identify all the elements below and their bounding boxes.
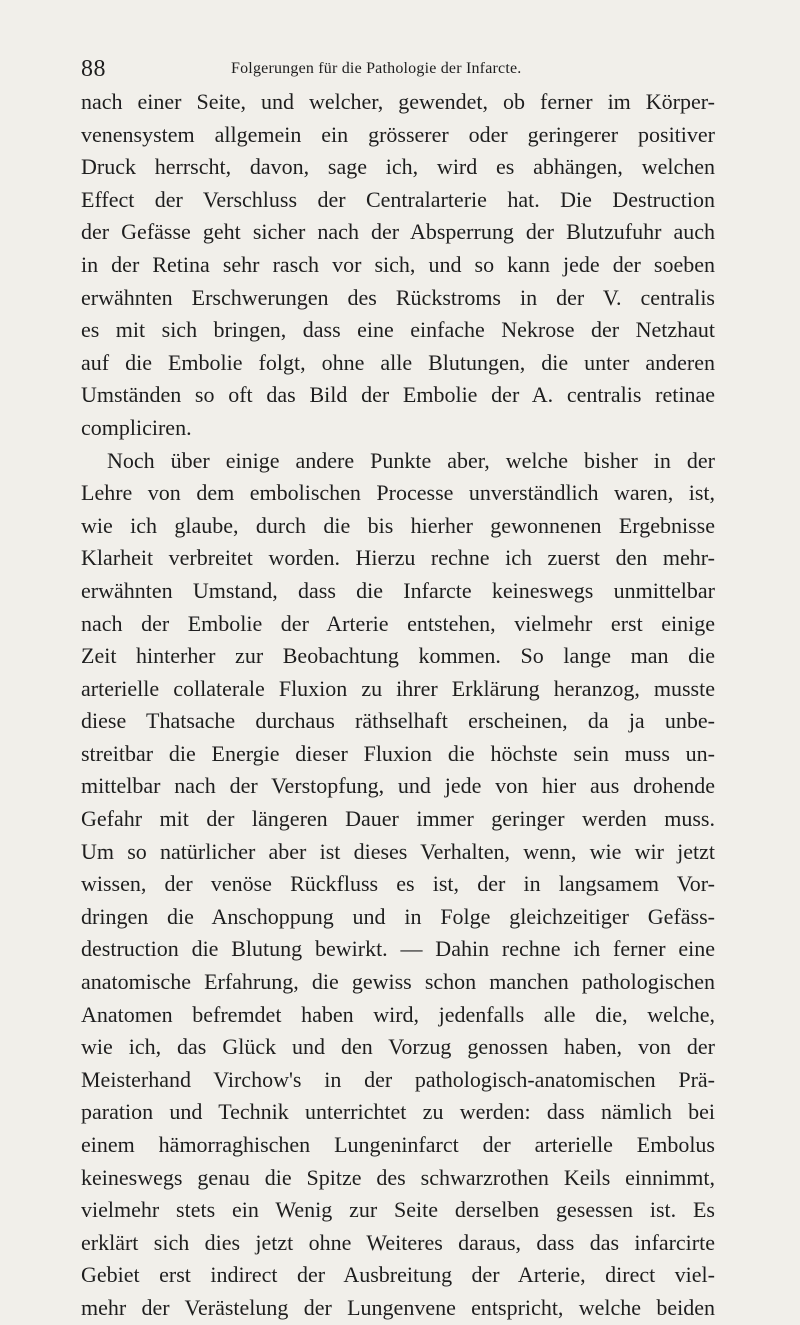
text-line: Klarheit verbreitet worden. Hierzu rechne ich zuerst den mehr- [81,545,715,571]
text-line: Umständen so oft das Bild der Embolie der A. centralis retinae [81,382,715,408]
text-line: wie ich glaube, durch die bis hierher gewonnenen Ergebnisse [81,512,715,538]
text-line: venensystem allgemein ein grösserer oder geringerer positiver [81,121,715,147]
text-line: streitbar die Energie dieser Fluxion die höchste sein muss un- [81,740,715,766]
text-line: Druck herrscht, davon, sage ich, wird es abhängen, welchen [81,154,715,180]
text-line: Gebiet erst indirect der Ausbreitung der Arterie, direct viel- [81,1262,715,1288]
text-line: vielmehr stets ein Wenig zur Seite derselben gesessen ist. Es [81,1197,715,1223]
text-line: in der Retina sehr rasch vor sich, und so kann jede der soeben [81,251,715,277]
text-line: erklärt sich dies jetzt ohne Weiteres daraus, dass das infarcirte [81,1229,715,1255]
text-line: erwähnten Erschwerungen des Rückstroms in der V. centralis [81,284,715,310]
text-line: Um so natürlicher aber ist dieses Verhalten, wenn, wie wir jetzt [81,838,715,864]
text-line: auf die Embolie folgt, ohne alle Blutungen, die unter anderen [81,349,715,375]
text-line: erwähnten Umstand, dass die Infarcte keineswegs unmittelbar [81,577,715,603]
text-line: Gefahr mit der längeren Dauer immer geringer werden muss. [81,806,715,832]
page-number: 88 [81,56,106,82]
text-line: der Gefässe geht sicher nach der Absperrung der Blutzufuhr auch [81,219,715,245]
text-line: nach einer Seite, und welcher, gewendet, ob ferner im Körper- [81,89,715,114]
text-line: es mit sich bringen, dass eine einfache Nekrose der Netzhaut [81,317,715,343]
page-header [81,54,715,84]
text-line: arterielle collaterale Fluxion zu ihrer Erklärung heranzog, musste [81,675,715,701]
text-line: Noch über einige andere Punkte aber, welche bisher in der [107,447,715,473]
text-line: dringen die Anschoppung und in Folge gleichzeitiger Gefäss- [81,903,715,929]
text-line: destruction die Blutung bewirkt. — Dahin rechne ich ferner eine [81,936,715,962]
text-line: keineswegs genau die Spitze des schwarzrothen Keils einnimmt, [81,1164,715,1190]
text-line: Lehre von dem embolischen Processe unverständlich waren, ist, [81,480,715,506]
text-line: Meisterhand Virchow's in der pathologisch-anatomischen Prä- [81,1066,715,1092]
text-line: Anatomen befremdet haben wird, jedenfalls alle die, welche, [81,1001,715,1027]
text-line: mehr der Verästelung der Lungenvene entspricht, welche beiden [81,1294,715,1320]
running-title: Folgerungen für die Pathologie der Infarcte. [231,60,522,77]
text-line: Effect der Verschluss der Centralarterie hat. Die Destruction [81,186,715,212]
text-line: Zeit hinterher zur Beobachtung kommen. So lange man die [81,643,715,669]
text-line: paration und Technik unterrichtet zu werden: dass nämlich bei [81,1099,715,1125]
body-text [81,86,715,1325]
text-line: compliciren. [81,414,192,440]
text-line: wissen, der venöse Rückfluss es ist, der in langsamem Vor- [81,871,715,897]
text-line: nach der Embolie der Arterie entstehen, vielmehr erst einige [81,610,715,636]
text-line: anatomische Erfahrung, die gewiss schon manchen pathologischen [81,969,715,995]
text-line: wie ich, das Glück und den Vorzug genossen haben, von der [81,1034,715,1060]
text-line: diese Thatsache durchaus räthselhaft erscheinen, da ja unbe- [81,708,715,734]
text-line: einem hämorraghischen Lungeninfarct der arterielle Embolus [81,1132,715,1157]
text-line: mittelbar nach der Verstopfung, und jede von hier aus drohende [81,773,715,799]
